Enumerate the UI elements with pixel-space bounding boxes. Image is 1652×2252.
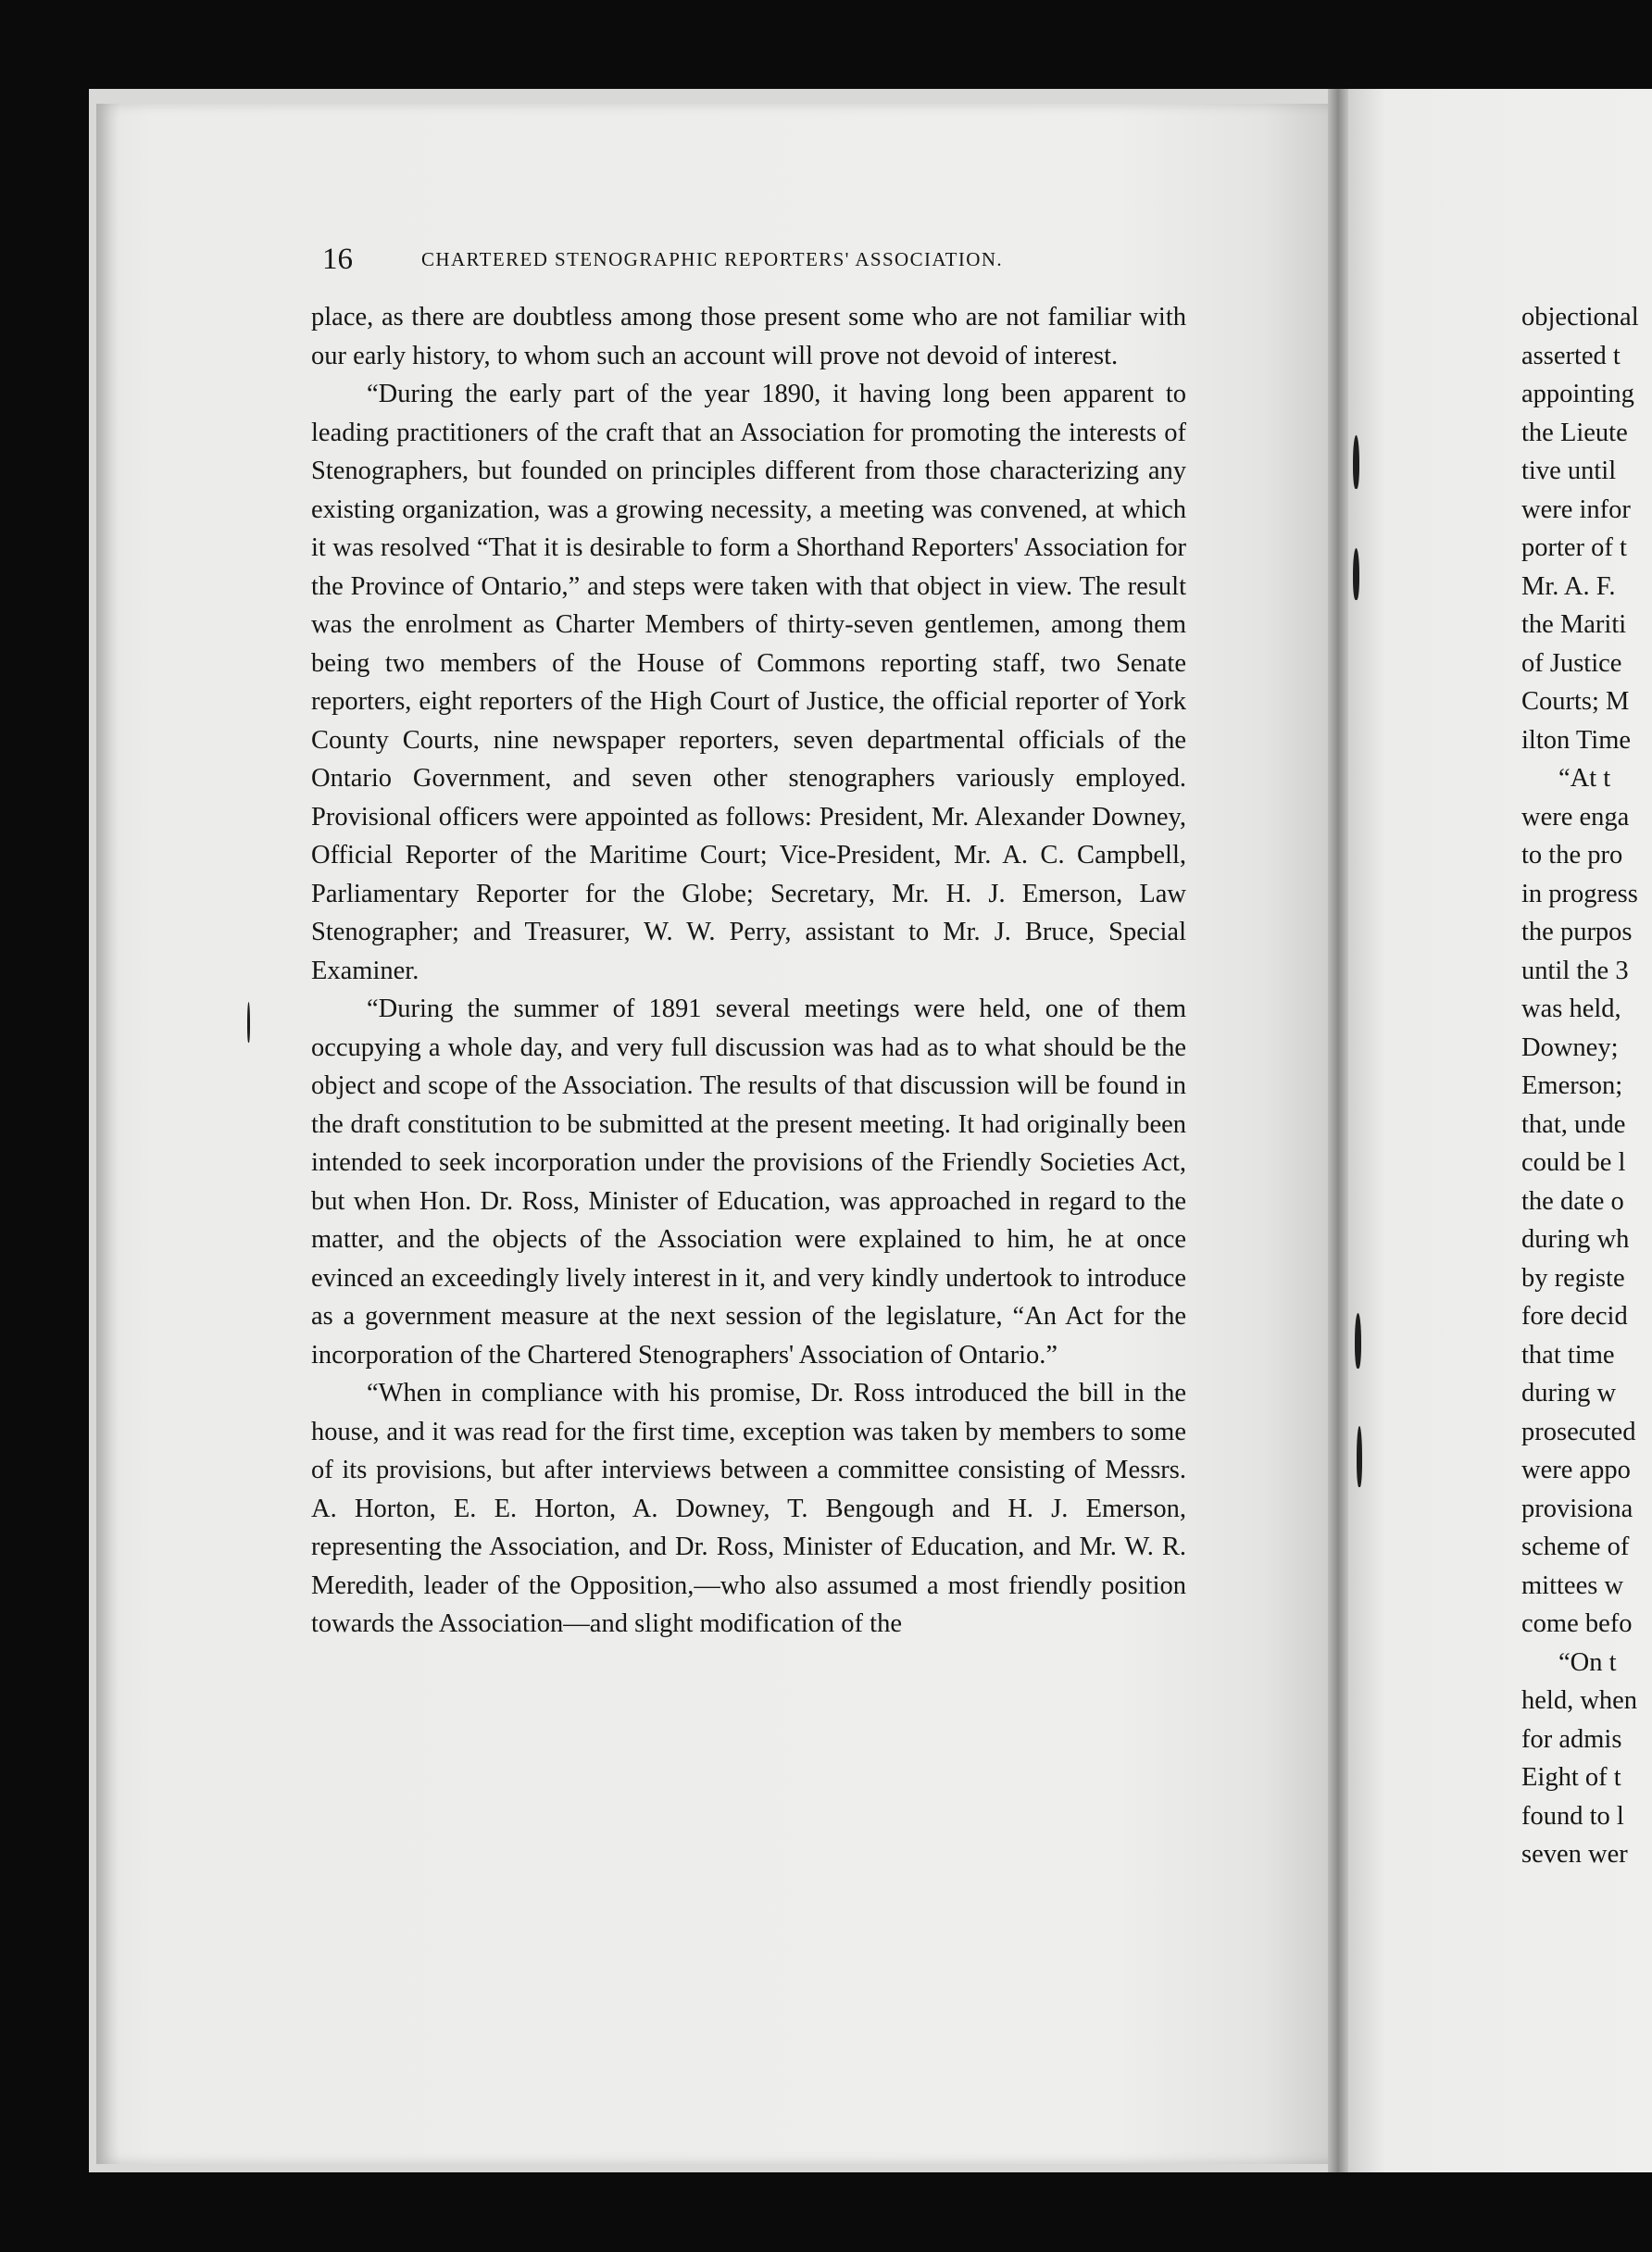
margin-pencil-mark bbox=[1357, 1426, 1362, 1487]
text-line: the Lieute bbox=[1521, 418, 1628, 447]
text-line: Downey; bbox=[1521, 1032, 1619, 1062]
text-line: that, unde bbox=[1521, 1109, 1626, 1139]
margin-pencil-mark bbox=[247, 1002, 250, 1043]
text-line: of Justice bbox=[1521, 648, 1622, 678]
text-line: were infor bbox=[1521, 494, 1631, 524]
text-line: until the 3 bbox=[1521, 956, 1629, 985]
text-line: that time bbox=[1521, 1340, 1615, 1370]
paragraph: “During the early part of the year 1890, it having long been apparent to leading practitioners of the craft that an Association for promoting the interests of Stenographers, but founded on principles different from those characterizing any existing organization, was a growing necessity, a meeting was convened, at which it was resolved “That it is desirable to form a Shorthand Reporters' Association for the Province of Ontario,” and steps were taken with that object in view. The result was the enrolment as Charter Members of thirty-seven gentlemen, among them being two members of the House of Commons reporting staff, two Senate reporters, eight reporters of the High Court of Justice, the official reporter of York County Courts, nine newspaper reporters, seven departmental officials of the Ontario Government, and seven other stenographers variously employed. Provisional officers were appointed as follows: President, Mr. Alexander Downey, Official Reporter of the Maritime Court; Vice-President, Mr. A. C. Campbell, Parliamentary Reporter for the Globe; Secretary, Mr. H. J. Emerson, Law Stenographer; and Treasurer, W. W. Perry, assistant to Mr. J. Bruce, Special Examiner. bbox=[311, 380, 1186, 985]
text-line: during wh bbox=[1521, 1225, 1630, 1254]
text-line: Courts; M bbox=[1521, 687, 1630, 716]
running-title: CHARTERED STENOGRAPHIC REPORTERS' ASSOCIATION. bbox=[421, 248, 1004, 270]
book-gutter bbox=[1328, 89, 1348, 2172]
text-line: held, when bbox=[1521, 1686, 1638, 1715]
paragraph: “During the summer of 1891 several meetings were held, one of them occupying a whole day, and very full discussion was had as to what should be the object and scope of the Association. The results of that discussion will be found in the draft constitution to be submitted at the present meeting. It had originally been intended to seek incorporation under the provisions of the Friendly Societies Act, but when Hon. Dr. Ross, Minister of Education, was approached in regard to the matter, and the objects of the Association were explained to him, he at once evinced an exceedingly lively interest in it, and very kindly undertook to introduce as a government measure at the next session of the legislature, “An Act for the incorporation of the Chartered Stenographers' Association of Ontario.” bbox=[311, 995, 1186, 1370]
text-line: in progress bbox=[1521, 879, 1638, 908]
text-line: objectional bbox=[1521, 303, 1639, 332]
text-line: could be l bbox=[1521, 1148, 1626, 1177]
text-line: to the pro bbox=[1521, 841, 1623, 870]
margin-pencil-mark bbox=[1353, 435, 1359, 489]
text-line: “At t bbox=[1558, 764, 1611, 793]
left-page-body bbox=[311, 298, 1186, 1644]
text-line: seven wer bbox=[1521, 1840, 1628, 1869]
text-line: found to l bbox=[1521, 1801, 1624, 1831]
text-line: tive until bbox=[1521, 457, 1617, 485]
text-line: the purpos bbox=[1521, 918, 1633, 946]
text-line: during w bbox=[1521, 1379, 1617, 1408]
text-line: provisiona bbox=[1521, 1494, 1633, 1523]
text-line: for admis bbox=[1521, 1724, 1622, 1754]
page-number: 16 bbox=[322, 243, 353, 276]
text-line: ilton Time bbox=[1521, 725, 1632, 755]
text-line: the date o bbox=[1521, 1186, 1624, 1216]
margin-pencil-mark bbox=[1355, 1313, 1361, 1369]
text-line: “On t bbox=[1558, 1647, 1617, 1677]
text-line: Mr. A. F. bbox=[1521, 571, 1616, 601]
text-line: appointing bbox=[1521, 380, 1634, 408]
text-line: mittees w bbox=[1521, 1570, 1624, 1600]
text-line: porter of t bbox=[1521, 533, 1627, 562]
text-line: were enga bbox=[1521, 802, 1630, 832]
paragraph: place, as there are doubtless among those present some who are not familiar with our early history, to whom such an account will prove not devoid of interest. bbox=[311, 303, 1186, 370]
text-line: prosecuted bbox=[1521, 1417, 1636, 1446]
page-header bbox=[322, 243, 1119, 280]
text-line: fore decid bbox=[1521, 1302, 1628, 1331]
text-line: scheme of bbox=[1521, 1533, 1630, 1561]
right-page-fragment bbox=[1521, 298, 1652, 1874]
paragraph: “When in compliance with his promise, Dr. Ross introduced the bill in the house, and it was read for the first time, exception was taken by members to some of its provisions, but after interviews between a committee consisting of Messrs. A. Horton, E. E. Horton, A. Downey, T. Bengough and H. J. Emerson, representing the Association, and Dr. Ross, Minister of Education, and Mr. W. R. Meredith, leader of the Opposition,—who also assumed a most friendly position towards the Association—and slight modification of the bbox=[311, 1379, 1186, 1638]
text-line: Eight of t bbox=[1521, 1763, 1621, 1792]
text-line: was held, bbox=[1521, 995, 1621, 1023]
text-line: the Mariti bbox=[1521, 610, 1627, 639]
text-line: asserted t bbox=[1521, 341, 1621, 370]
text-line: by registe bbox=[1521, 1263, 1625, 1293]
text-line: come befo bbox=[1521, 1609, 1633, 1638]
text-line: were appo bbox=[1521, 1456, 1631, 1484]
text-line: Emerson; bbox=[1521, 1071, 1623, 1100]
margin-pencil-mark bbox=[1353, 548, 1359, 600]
